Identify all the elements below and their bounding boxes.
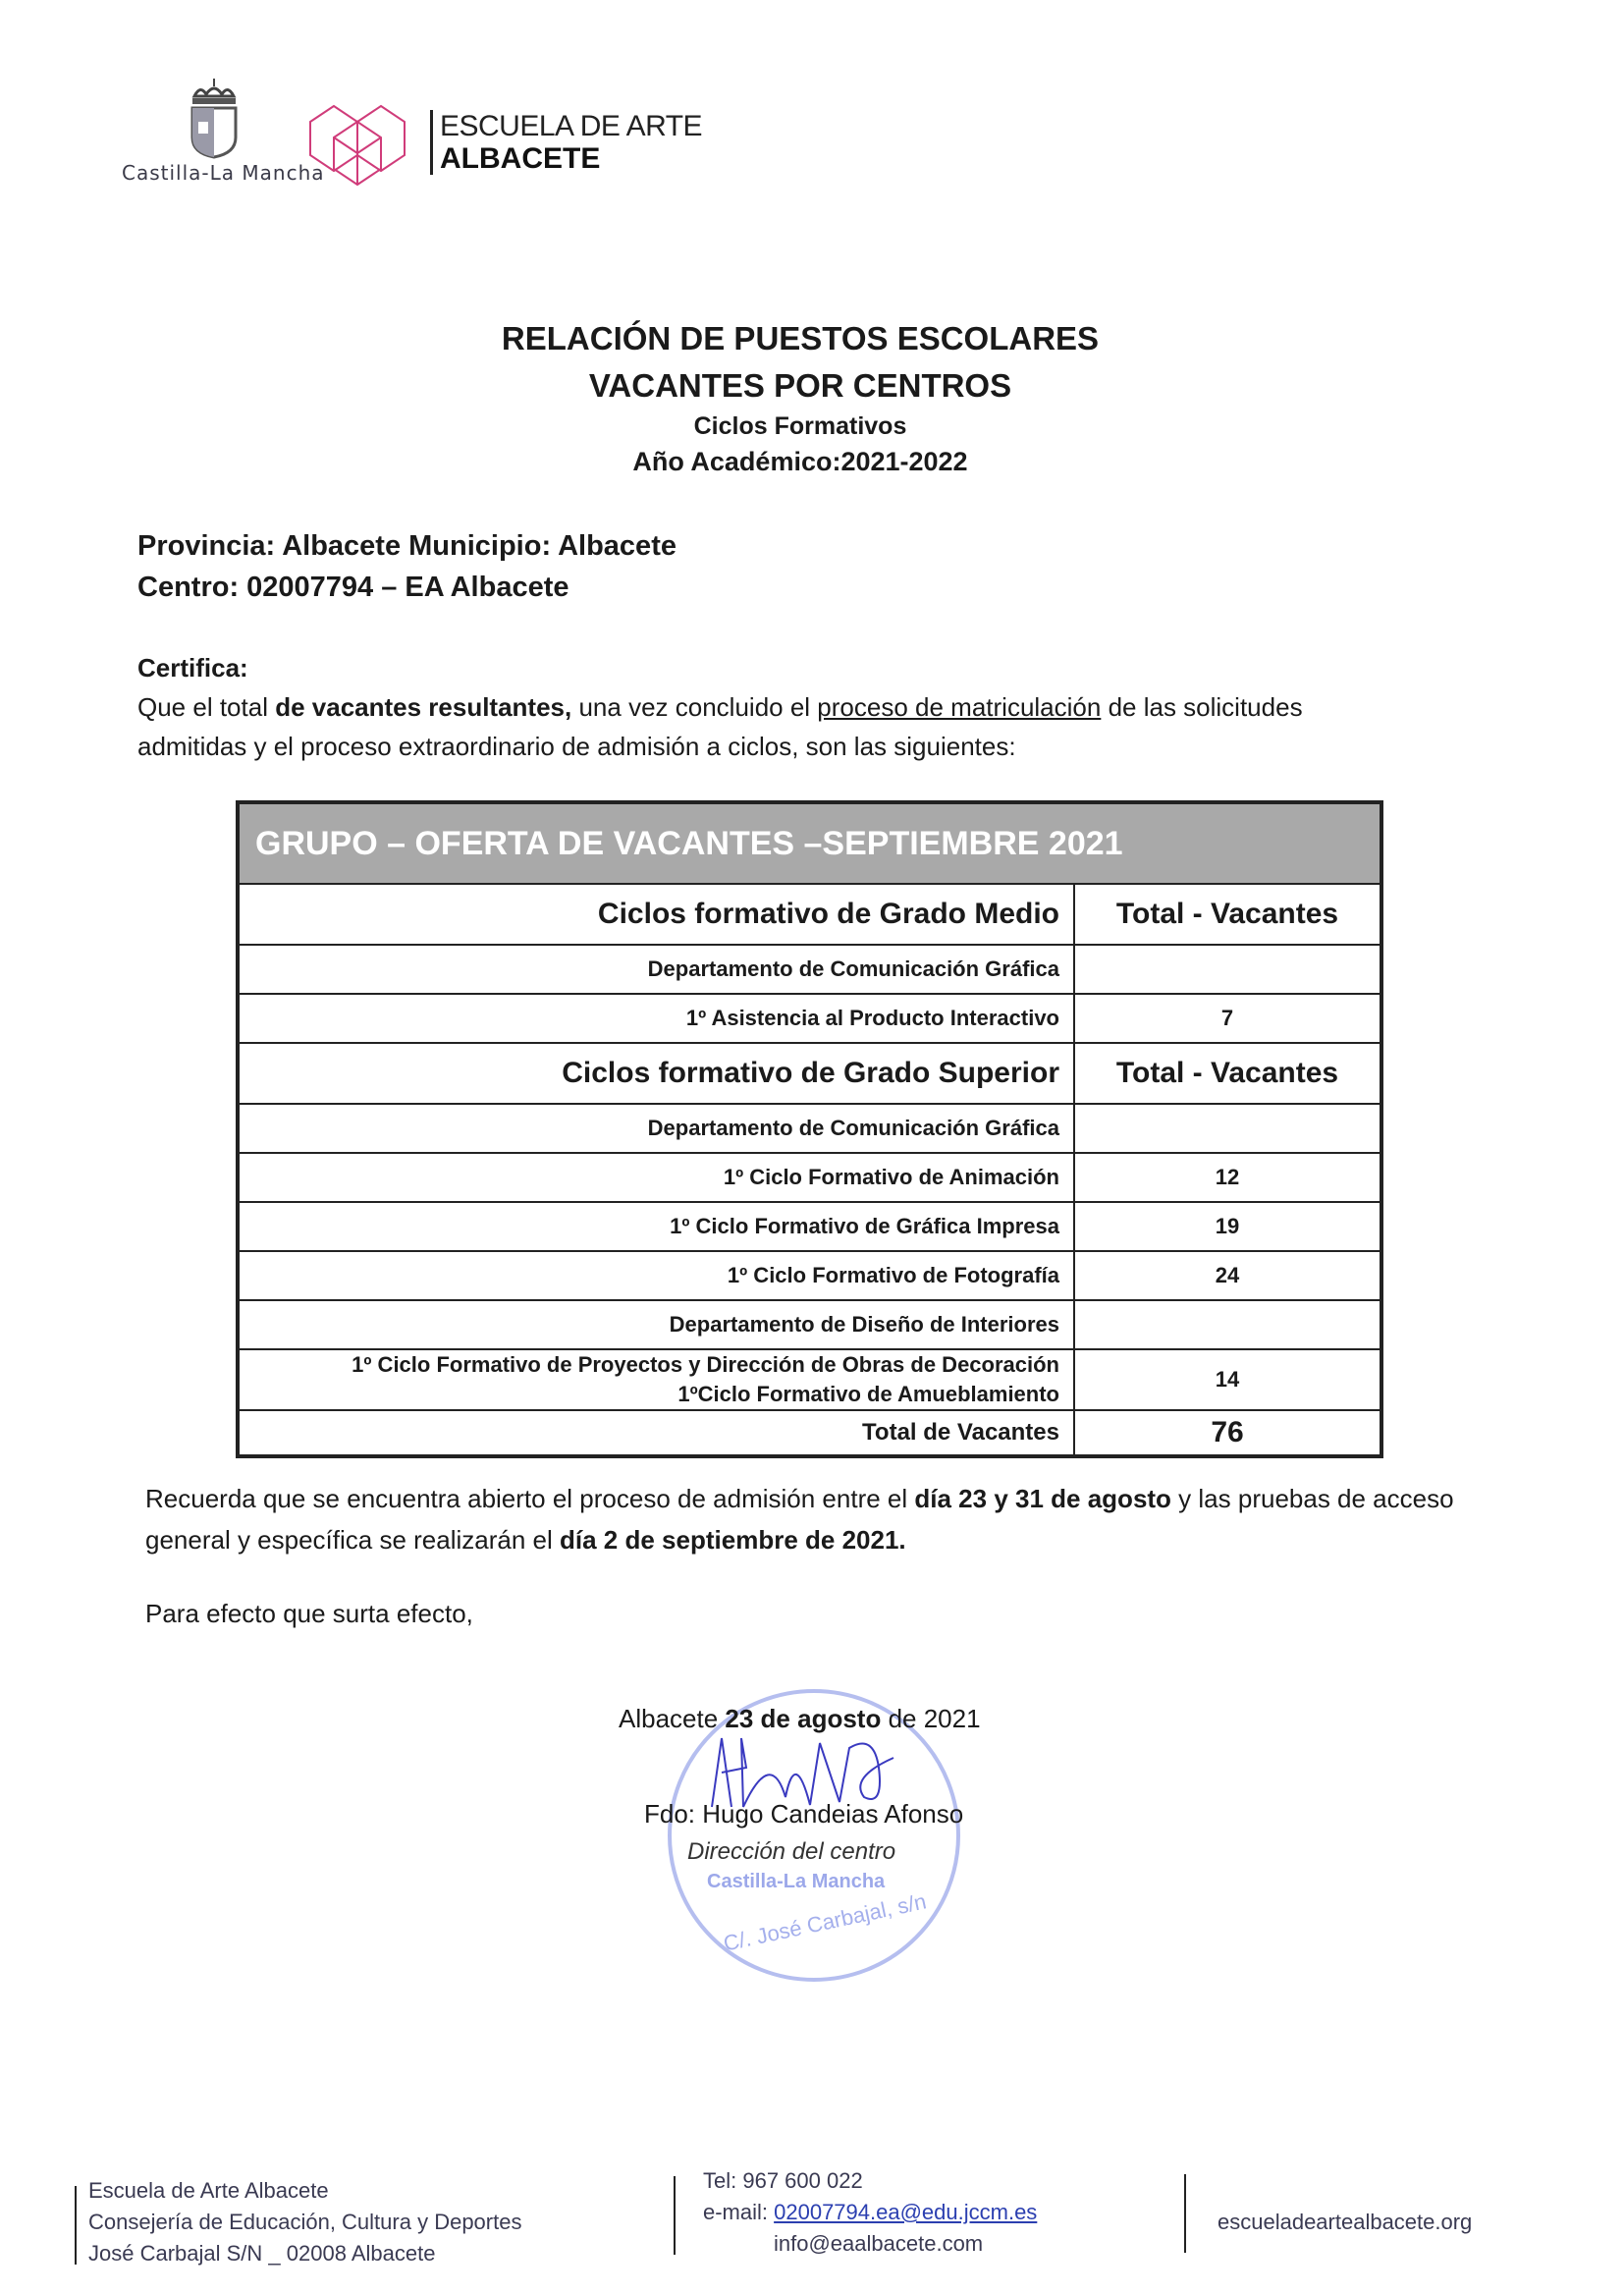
cert-underlined: proceso de matriculación <box>817 692 1102 722</box>
cert-text: Que el total <box>137 692 276 722</box>
course-name: 1º Ciclo Formativo de Fotografía <box>239 1251 1074 1300</box>
course-name: 1º Ciclo Formativo de Gráfica Impresa <box>239 1202 1074 1251</box>
document-title-line1: RELACIÓN DE PUESTOS ESCOLARES <box>501 320 1100 356</box>
table-row <box>239 1251 1380 1300</box>
school-name-line1: ESCUELA DE ARTE <box>440 110 703 142</box>
empty-cell <box>1074 1104 1380 1153</box>
date-bold: 23 de agosto <box>725 1704 882 1733</box>
centro-code: Centro: 02007794 – EA Albacete <box>137 572 569 603</box>
signer-name: Fdo: Hugo Candeias Afonso <box>644 1799 964 1829</box>
total-value: 76 <box>1074 1410 1380 1455</box>
footer-website: escueladeartealbacete.org <box>1218 2210 1473 2234</box>
table-total-row <box>239 1410 1380 1455</box>
total-label: Total de Vacantes <box>239 1410 1074 1455</box>
vacancy-count: 12 <box>1074 1153 1380 1202</box>
footer-school: Escuela de Arte Albacete <box>88 2178 329 2203</box>
para-efecto: Para efecto que surta efecto, <box>145 1599 473 1628</box>
vacancy-count: 19 <box>1074 1202 1380 1251</box>
cert-bold: de vacantes resultantes, <box>275 692 572 722</box>
department-name: Departamento de Comunicación Gráfica <box>239 945 1074 994</box>
date-text: Albacete <box>619 1704 726 1733</box>
table-section-header <box>239 884 1380 945</box>
table-title: GRUPO – OFERTA DE VACANTES –SEPTIEMBRE 2021 <box>239 803 1380 884</box>
castilla-la-mancha-crest-icon <box>187 77 242 164</box>
reminder-text: y las pruebas de acceso general y específica se realizarán el <box>145 1484 1454 1555</box>
footer-address <box>88 2175 579 2269</box>
footer-contact <box>703 2165 1096 2260</box>
logo-divider <box>430 110 433 175</box>
academic-year: Año Académico:2021-2022 <box>632 447 968 476</box>
grado-superior-heading: Ciclos formativo de Grado Superior <box>239 1043 1074 1104</box>
cert-text: una vez concluido el <box>571 692 818 722</box>
stamp-text: Castilla-La Mancha <box>707 1871 886 1892</box>
footer-email2: info@eaalbacete.com <box>774 2231 984 2256</box>
provincia-municipio: Provincia: Albacete Municipio: Albacete <box>137 530 677 562</box>
course-name: 1º Asistencia al Producto Interactivo <box>239 994 1074 1043</box>
reminder-bold: día 23 y 31 de agosto <box>914 1484 1171 1513</box>
table-row <box>239 1202 1380 1251</box>
cert-text: de las solicitudes admitidas y el proceso extraordinario de admisión a ciclos, son las siguientes: <box>137 692 1303 761</box>
empty-cell <box>1074 1300 1380 1349</box>
document-title-line2: VACANTES POR CENTROS <box>588 367 1012 404</box>
date-text: de 2021 <box>881 1704 981 1733</box>
footer-divider <box>674 2176 676 2255</box>
table-section-header <box>239 1043 1380 1104</box>
table-row <box>239 1349 1380 1410</box>
table-row <box>239 1104 1380 1153</box>
course-name-line1: 1º Ciclo Formativo de Proyectos y Dirección de Obras de Decoración <box>352 1352 1059 1377</box>
table-row <box>239 1300 1380 1349</box>
vacancy-count: 14 <box>1074 1349 1380 1410</box>
stamp-address: C/. José Carbajal, s/n <box>721 1888 929 1956</box>
vacancies-table <box>236 800 1383 1458</box>
date-place <box>619 1704 981 1734</box>
admission-reminder <box>145 1478 1520 1560</box>
vacancy-count: 24 <box>1074 1251 1380 1300</box>
total-vacantes-heading: Total - Vacantes <box>1074 1043 1380 1104</box>
reminder-bold: día 2 de septiembre de 2021. <box>560 1525 906 1555</box>
reminder-text: Recuerda que se encuentra abierto el proceso de admisión entre el <box>145 1484 915 1513</box>
course-name: 1º Ciclo Formativo de Animación <box>239 1153 1074 1202</box>
course-name-line2: 1ºCiclo Formativo de Amueblamiento <box>677 1382 1059 1406</box>
footer-street: José Carbajal S/N _ 02008 Albacete <box>88 2241 436 2266</box>
table-row <box>239 994 1380 1043</box>
footer-divider <box>75 2186 77 2265</box>
escuela-arte-hexagon-logo-icon <box>306 98 426 193</box>
school-name-line2: ALBACETE <box>440 142 601 175</box>
department-name: Departamento de Comunicación Gráfica <box>239 1104 1074 1153</box>
certifica-label: Certifica: <box>137 653 248 683</box>
footer-consejeria: Consejería de Educación, Cultura y Deportes <box>88 2210 522 2234</box>
empty-cell <box>1074 945 1380 994</box>
department-name: Departamento de Diseño de Interiores <box>239 1300 1074 1349</box>
grado-medio-heading: Ciclos formativo de Grado Medio <box>239 884 1074 945</box>
footer-divider <box>1184 2174 1186 2253</box>
vacancy-count: 7 <box>1074 994 1380 1043</box>
course-name-combined <box>239 1349 1074 1410</box>
signer-role: Dirección del centro <box>687 1838 896 1865</box>
email-label: e-mail: <box>703 2200 775 2224</box>
email-link[interactable]: 02007794.ea@edu.jccm.es <box>774 2200 1038 2224</box>
castilla-la-mancha-logo-text: Castilla-La Mancha <box>122 161 325 185</box>
table-row <box>239 1153 1380 1202</box>
footer-phone: Tel: 967 600 022 <box>703 2168 863 2193</box>
table-row <box>239 945 1380 994</box>
certifica-paragraph <box>137 687 1414 766</box>
document-subtitle: Ciclos Formativos <box>693 412 907 440</box>
total-vacantes-heading: Total - Vacantes <box>1074 884 1380 945</box>
